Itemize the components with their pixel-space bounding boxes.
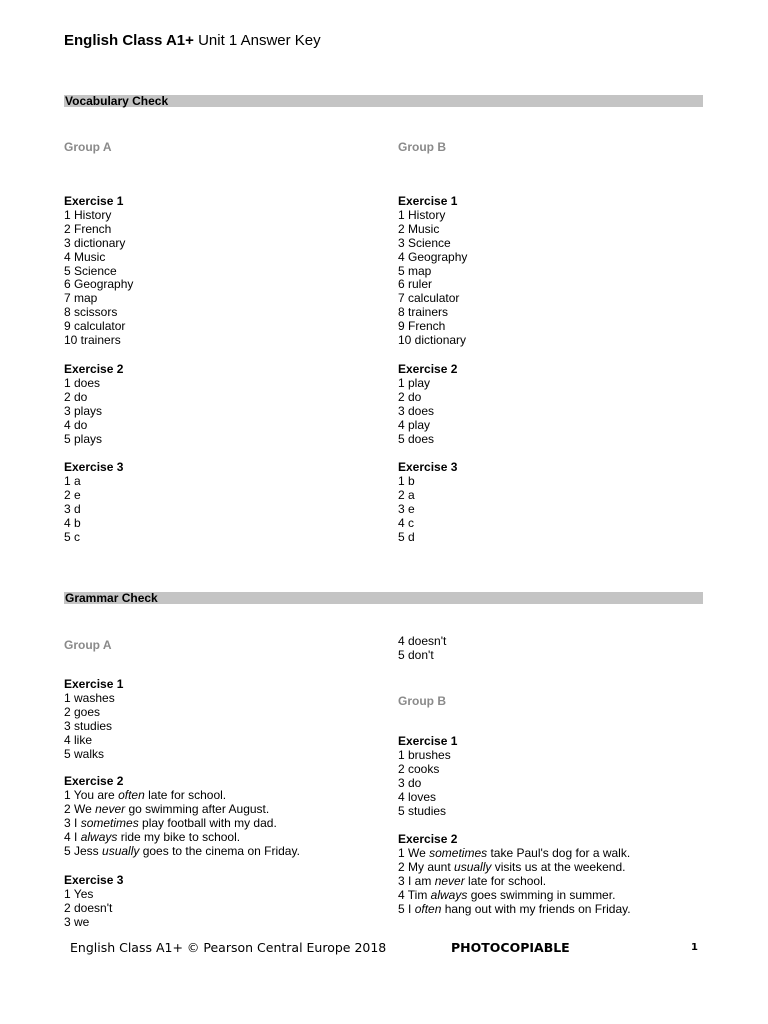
exercise-title: Exercise 1 — [398, 734, 458, 748]
answer-item: 5 studies — [398, 803, 447, 818]
exercise-title: Exercise 2 — [398, 832, 458, 846]
exercise-title: Exercise 1 — [398, 194, 458, 208]
answer-item: 1 does — [64, 375, 101, 390]
answer-sentence — [64, 803, 300, 817]
answer-item: 5 don't — [398, 647, 434, 662]
answer-item: 1 b — [398, 473, 415, 488]
exercise-title: Exercise 3 — [64, 460, 124, 474]
sentence-end: play football with my dad. — [138, 815, 277, 830]
answer-item: 5 walks — [64, 746, 105, 761]
answer-item: 5 d — [398, 529, 415, 544]
answer-item: 9 calculator — [64, 319, 126, 334]
vocab-group-a-label: Group A — [64, 140, 112, 154]
frequency-adverb: often — [118, 787, 145, 802]
answer-item: 2 e — [64, 487, 81, 502]
answer-item: 3 does — [398, 403, 435, 418]
vocab-group-b-label: Group B — [398, 140, 446, 154]
answer-item: 2 goes — [64, 704, 101, 719]
sentence-start: 5 I — [398, 901, 415, 916]
answer-item: 9 French — [398, 319, 446, 334]
answer-item: 5 plays — [64, 431, 103, 446]
sentence-start: 5 Jess — [64, 843, 103, 858]
exercise-title: Exercise 3 — [64, 873, 124, 887]
answer-sentence — [398, 889, 631, 903]
answer-item: 2 do — [64, 389, 88, 404]
answer-sentence — [398, 861, 631, 875]
sentence-start: 2 We — [64, 801, 96, 816]
answer-item: 3 Science — [398, 235, 451, 250]
sentence-end: late for school. — [144, 787, 227, 802]
answer-item: 4 c — [398, 515, 415, 530]
footer-photocopiable: PHOTOCOPIABLE — [451, 940, 570, 955]
answer-item: 2 a — [398, 487, 415, 502]
answer-item: 2 Music — [398, 221, 440, 236]
frequency-adverb: always — [430, 887, 468, 902]
answer-item: 7 map — [64, 291, 98, 306]
title-rest: Unit 1 Answer Key — [193, 32, 321, 49]
answer-sentence — [398, 875, 631, 889]
exercise-title: Exercise 1 — [64, 677, 124, 691]
exercise-title: Exercise 2 — [64, 774, 124, 788]
sentence-end: ride my bike to school. — [117, 829, 241, 844]
sentence-start: 1 You are — [64, 787, 119, 802]
vocab-b-exercise-2 — [398, 363, 457, 446]
answer-item: 1 play — [398, 375, 431, 390]
answer-item: 3 we — [64, 914, 90, 929]
sentence-end: late for school. — [464, 873, 547, 888]
frequency-adverb: never — [95, 801, 126, 816]
answer-item: 1 washes — [64, 690, 115, 705]
answer-item: 2 doesn't — [64, 900, 113, 915]
answer-item: 4 loves — [398, 789, 437, 804]
sentence-end: take Paul's dog for a walk. — [487, 845, 631, 860]
answer-item: 6 ruler — [398, 277, 433, 292]
grammar-a-exercise-3-continued — [398, 635, 446, 663]
answer-item: 5 c — [64, 529, 81, 544]
answer-item: 10 trainers — [64, 333, 121, 348]
vocab-b-exercise-1 — [398, 195, 467, 348]
exercise-title: Exercise 3 — [398, 460, 458, 474]
exercise-title: Exercise 2 — [64, 362, 124, 376]
page-title — [64, 32, 321, 49]
sentence-start: 2 My aunt — [398, 859, 455, 874]
answer-item: 3 d — [64, 501, 81, 516]
answer-item: 1 History — [398, 207, 446, 222]
answer-item: 3 studies — [64, 718, 113, 733]
answer-item: 7 calculator — [398, 291, 460, 306]
page-number: 1 — [691, 942, 698, 953]
answer-item: 8 trainers — [398, 305, 449, 320]
answer-item: 2 cooks — [398, 761, 440, 776]
answer-sentence — [64, 831, 300, 845]
vocab-a-exercise-2 — [64, 363, 123, 446]
answer-sentence — [64, 817, 300, 831]
grammar-section-heading: Grammar Check — [64, 592, 703, 604]
answer-item: 1 Yes — [64, 886, 94, 901]
grammar-a-exercise-3 — [64, 874, 123, 930]
answer-item: 2 French — [64, 221, 112, 236]
answer-sentence — [398, 903, 631, 917]
answer-item: 4 like — [64, 732, 93, 747]
grammar-a-exercise-1 — [64, 678, 123, 761]
vocab-a-exercise-3 — [64, 461, 123, 544]
frequency-adverb: often — [414, 901, 442, 916]
frequency-adverb: always — [80, 829, 118, 844]
grammar-b-exercise-1 — [398, 735, 457, 818]
frequency-adverb: sometimes — [429, 845, 488, 860]
sentence-start: 1 We — [398, 845, 430, 860]
frequency-adverb: sometimes — [80, 815, 139, 830]
grammar-b-exercise-2 — [398, 833, 631, 916]
answer-sentence — [398, 847, 631, 861]
answer-item: 1 History — [64, 207, 112, 222]
sentence-end: hang out with my friends on Friday. — [441, 901, 631, 916]
answer-item: 2 do — [398, 389, 422, 404]
vocab-a-exercise-1 — [64, 195, 133, 348]
answer-item: 4 Geography — [398, 249, 468, 264]
vocab-b-exercise-3 — [398, 461, 457, 544]
frequency-adverb: usually — [454, 859, 492, 874]
answer-item: 5 does — [398, 431, 435, 446]
answer-item: 1 a — [64, 473, 81, 488]
footer-copyright: English Class A1+ © Pearson Central Europe 2018 — [70, 940, 387, 955]
answer-item: 10 dictionary — [398, 333, 467, 348]
vocab-section-heading: Vocabulary Check — [64, 95, 703, 107]
answer-item: 4 play — [398, 417, 431, 432]
title-bold: English Class A1+ — [64, 32, 194, 49]
sentence-start: 4 Tim — [398, 887, 431, 902]
sentence-start: 3 I am — [398, 873, 435, 888]
frequency-adverb: never — [434, 873, 465, 888]
answer-sentence — [64, 845, 300, 859]
exercise-title: Exercise 2 — [398, 362, 458, 376]
answer-item: 4 doesn't — [398, 634, 447, 648]
grammar-a-exercise-2 — [64, 775, 300, 858]
answer-item: 4 Music — [64, 249, 106, 264]
grammar-group-a-label: Group A — [64, 638, 112, 652]
sentence-start: 3 I — [64, 815, 81, 830]
sentence-end: goes to the cinema on Friday. — [139, 843, 300, 858]
answer-item: 3 dictionary — [64, 235, 126, 250]
sentence-end: go swimming after August. — [125, 801, 270, 816]
answer-item: 5 map — [398, 263, 432, 278]
sentence-end: visits us at the weekend. — [491, 859, 626, 874]
exercise-title: Exercise 1 — [64, 194, 124, 208]
answer-item: 4 b — [64, 515, 81, 530]
answer-item: 8 scissors — [64, 305, 118, 320]
answer-item: 1 brushes — [398, 747, 451, 762]
answer-item: 4 do — [64, 417, 88, 432]
answer-item: 5 Science — [64, 263, 117, 278]
answer-sentence — [64, 789, 300, 803]
answer-item: 3 do — [398, 775, 422, 790]
sentence-end: goes swimming in summer. — [467, 887, 616, 902]
answer-item: 3 e — [398, 501, 415, 516]
frequency-adverb: usually — [102, 843, 140, 858]
answer-item: 3 plays — [64, 403, 103, 418]
grammar-group-b-label: Group B — [398, 694, 446, 708]
sentence-start: 4 I — [64, 829, 81, 844]
answer-item: 6 Geography — [64, 277, 134, 292]
